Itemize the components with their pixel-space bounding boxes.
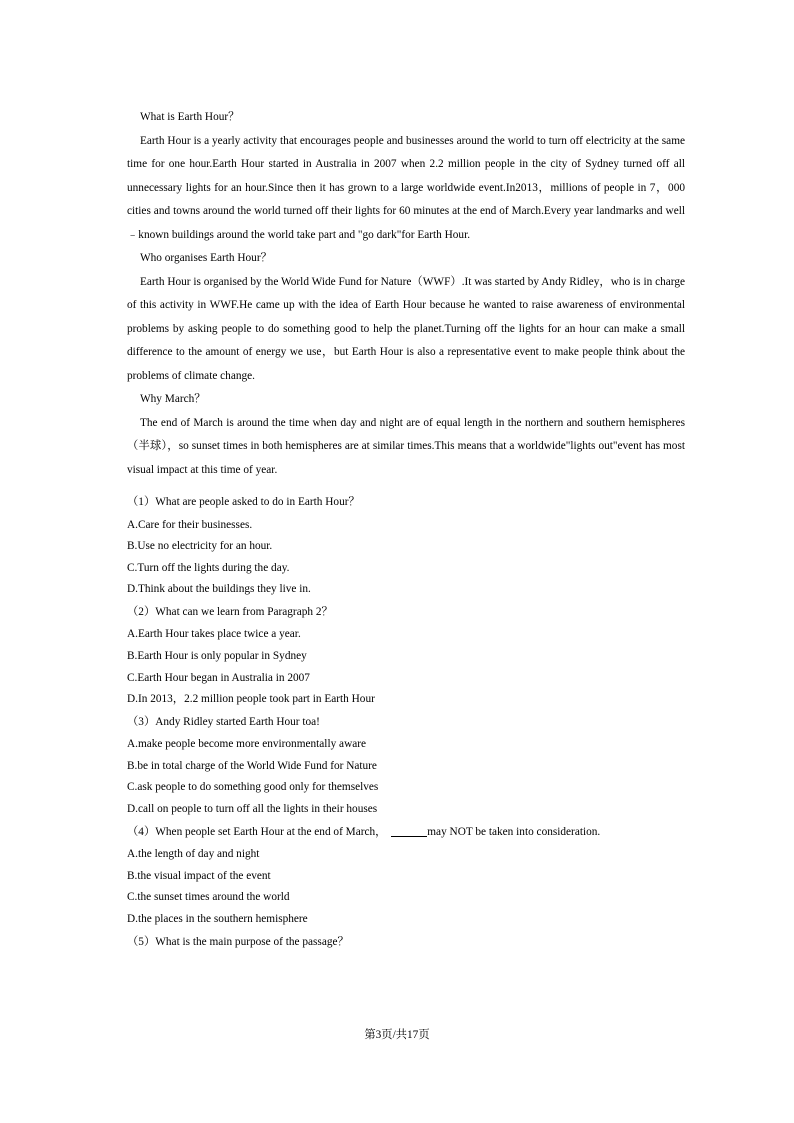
paragraph-2: Earth Hour is organised by the World Wide Fund for Nature（WWF）.It was started by Andy Ridley，who is in charge of this activity in WWF.He came up with the idea of Earth Hour because he wanted to raise awareness of environmental problems by asking people to do something good to help the planet.Turning off the lights for an hour can make a small difference to the amount of energy we use，but Earth Hour is also a representative event to make people think about the problems of climate change. bbox=[127, 275, 685, 382]
question-1-option-c: C.Turn off the lights during the day. bbox=[127, 561, 290, 574]
paragraph-3: The end of March is around the time when day and night are of equal length in the northern and southern hemispheres （半球），so sunset times in both hemispheres are at similar times.This means that a worldwide"lights out"event has most visual impact at this time of year. bbox=[127, 416, 685, 476]
question-4-option-c: C.the sunset times around the world bbox=[127, 891, 290, 904]
question-1-stem: （1）What are people asked to do in Earth Hour？ bbox=[127, 496, 360, 508]
question-1-option-b: B.Use no electricity for an hour. bbox=[127, 540, 273, 553]
answer-blank bbox=[391, 824, 427, 837]
question-list bbox=[127, 491, 687, 954]
heading-what-is-earth-hour: What is Earth Hour？ bbox=[140, 111, 240, 123]
question-4-stem-after: may NOT be taken into consideration. bbox=[427, 825, 601, 838]
question-2-option-c: C.Earth Hour began in Australia in 2007 bbox=[127, 671, 310, 684]
question-2-option-d: D.In 2013，2.2 million people took part in Earth Hour bbox=[127, 693, 375, 706]
question-3-option-a: A.make people become more environmentally aware bbox=[127, 738, 367, 751]
question-5-stem: （5）What is the main purpose of the passage？ bbox=[127, 935, 349, 948]
question-4-stem bbox=[127, 821, 687, 845]
question-3-option-b: B.be in total charge of the World Wide Fund for Nature bbox=[127, 759, 377, 772]
question-3-option-c: C.ask people to do something good only for themselves bbox=[127, 781, 379, 794]
question-4-option-a: A.the length of day and night bbox=[127, 848, 260, 861]
paragraph-1: Earth Hour is a yearly activity that encourages people and businesses around the world to turn off electricity at the same time for one hour.Earth Hour started in Australia in 2007 when 2.2 million people in the city of Sydney turned off all unnecessary lights for an hour.Since then it has grown to a large worldwide event.In2013，millions of people in 7，000 cities and towns around the world turned off their lights for 60 minutes at the end of March.Every year landmarks and well﹣known buildings around the world take part and "go dark"for Earth Hour. bbox=[127, 134, 685, 241]
question-1-option-a: A.Care for their businesses. bbox=[127, 518, 253, 531]
question-4-option-d: D.the places in the southern hemisphere bbox=[127, 912, 308, 925]
question-4-stem-before: （4）When people set Earth Hour at the end of March， bbox=[127, 825, 387, 838]
question-3-option-d: D.call on people to turn off all the lights in their houses bbox=[127, 803, 378, 816]
question-1-option-d: D.Think about the buildings they live in. bbox=[127, 583, 311, 596]
page-number-footer: 第3页/共17页 bbox=[364, 1029, 430, 1041]
heading-why-march: Why March？ bbox=[140, 393, 206, 405]
question-2-stem: （2）What can we learn from Paragraph 2？ bbox=[127, 605, 333, 618]
question-3-stem: （3）Andy Ridley started Earth Hour toa! bbox=[127, 715, 320, 728]
heading-who-organises: Who organises Earth Hour？ bbox=[140, 252, 272, 264]
question-2-option-a: A.Earth Hour takes place twice a year. bbox=[127, 628, 301, 641]
question-4-option-b: B.the visual impact of the event bbox=[127, 869, 271, 882]
question-2-option-b: B.Earth Hour is only popular in Sydney bbox=[127, 649, 307, 662]
reading-passage bbox=[127, 106, 685, 482]
